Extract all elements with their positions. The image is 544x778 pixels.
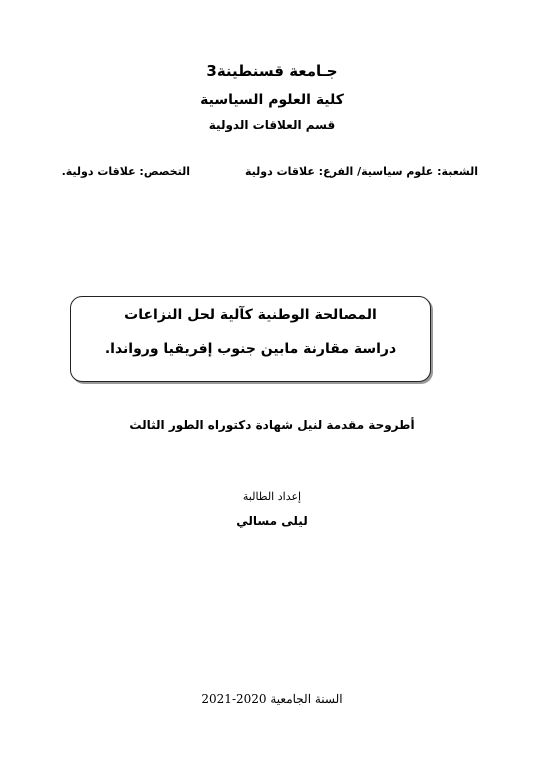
faculty-name: كلية العلوم السياسية xyxy=(200,92,344,108)
academic-year: السنة الجامعية 2020-2021 xyxy=(201,692,343,706)
thesis-title: المصالحة الوطنية كآلية لحل النزاعات xyxy=(124,307,377,323)
student-name: ليلى مسالي xyxy=(236,514,308,528)
thesis-title-box xyxy=(70,296,431,382)
thesis-subtitle: دراسة مقارنة مابين جنوب إفريقيا ورواندا. xyxy=(104,341,397,357)
branch-info: الشعبة: علوم سياسية/ الفرع: علاقات دولية xyxy=(244,165,478,178)
prepared-by-label: إعداد الطالبة xyxy=(242,490,302,503)
university-name: جـامعة قسنطينة3 xyxy=(206,62,338,80)
department-name: قسم العلاقات الدولية xyxy=(208,118,336,132)
thesis-description: أطروحة مقدمة لنيل شهادة دكتوراه الطور الثالث xyxy=(129,418,415,432)
specialty-info: التخصص: علاقات دولية. xyxy=(61,165,190,178)
